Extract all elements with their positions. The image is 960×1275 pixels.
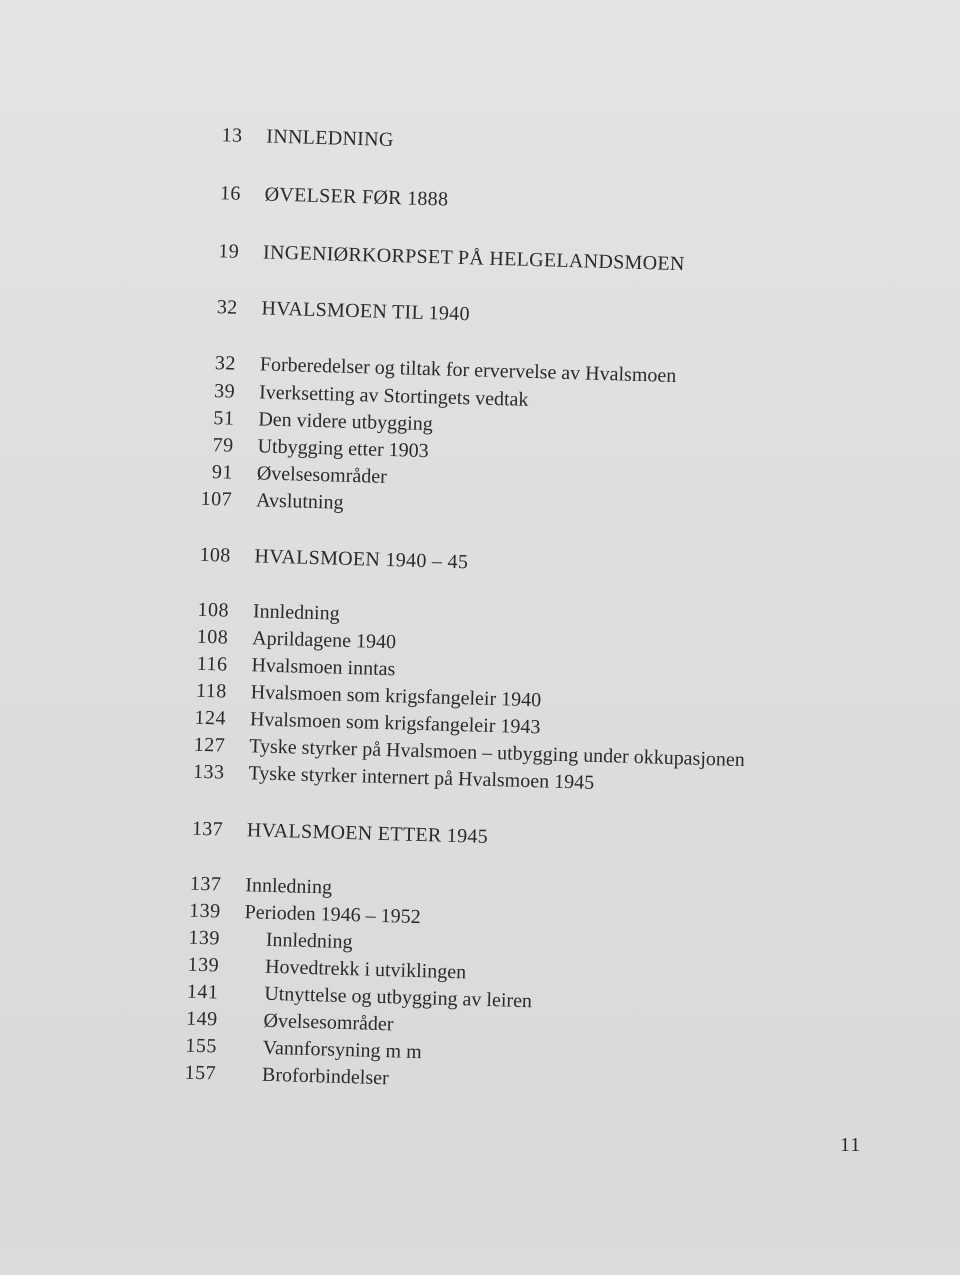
toc-page-number: 51: [213, 407, 235, 430]
toc-title: INGENIØRKORPSET PÅ HELGELANDSMOEN: [262, 241, 685, 276]
toc-title: Øvelsesområder: [256, 462, 388, 488]
toc-page-number: 137: [191, 817, 224, 841]
toc-page-number: 141: [186, 980, 219, 1004]
toc-page-number: 137: [189, 872, 222, 896]
toc-page-number: 108: [199, 543, 231, 567]
toc-heading: [146, 816, 489, 848]
toc-title: HVALSMOEN 1940 – 45: [254, 545, 469, 574]
toc-title: Forberedelser og tiltak for ervervelse av Hvalsmoen: [259, 353, 677, 388]
toc-title: Iverksetting av Stortingets vedtak: [258, 381, 529, 411]
toc-entry: [156, 487, 344, 515]
toc-entry: [145, 871, 333, 899]
toc-title: Hvalsmoen som krigsfangeleir 1940: [250, 681, 542, 712]
toc-title: Aprildagene 1940: [251, 627, 397, 654]
toc-title: HVALSMOEN TIL 1940: [261, 297, 471, 326]
toc-title: Avslutning: [255, 489, 344, 514]
toc-entry: [159, 379, 529, 411]
toc-entry-indented: [140, 1033, 422, 1064]
toc-entry-indented: [141, 1006, 394, 1036]
toc-page-number: 19: [218, 240, 240, 263]
toc-page-number: 91: [211, 461, 234, 484]
toc-page-number: 13: [221, 124, 243, 147]
toc-page-number: 155: [185, 1034, 218, 1058]
toc-heading: [161, 295, 471, 326]
toc-page-number: 79: [212, 434, 234, 457]
toc-entry: [148, 759, 595, 794]
toc-page-number: 39: [213, 380, 236, 403]
toc-title: Utbygging etter 1903: [257, 435, 429, 463]
toc-title: Tyske styrker på Hvalsmoen – utbygging under okkupasjonen: [248, 735, 746, 772]
toc-entry: [156, 460, 388, 488]
toc-title: ØVELSER FØR 1888: [264, 183, 449, 211]
toc-entry: [151, 651, 396, 681]
toc-page-number: 108: [197, 598, 230, 622]
toc-heading: [163, 239, 685, 276]
toc-heading: [166, 123, 394, 152]
toc-title: Vannforsyning m m: [262, 1036, 422, 1064]
toc-title: Den videre utbygging: [258, 408, 434, 436]
toc-title: Broforbindelser: [261, 1063, 389, 1090]
toc-page-number: 149: [185, 1007, 218, 1031]
toc-title: Innledning: [252, 600, 340, 625]
toc-entry: [153, 598, 340, 626]
toc-page-number: 139: [187, 953, 220, 977]
toc-entry: [158, 406, 434, 436]
toc-page-number: 32: [214, 352, 237, 375]
toc-title: Tyske styrker internert på Hvalsmoen 1945: [248, 762, 595, 794]
toc-title: Innledning: [265, 928, 353, 954]
toc-title: Innledning: [245, 874, 333, 899]
toc-title: Hvalsmoen som krigsfangeleir 1943: [249, 708, 541, 739]
toc-entry: [144, 898, 421, 929]
toc-heading: [154, 543, 469, 574]
toc-page-number: 124: [194, 706, 227, 730]
toc-page-number: 116: [196, 652, 228, 676]
toc-entry-indented: [143, 925, 353, 954]
toc-title: Utnyttelse og utbygging av leiren: [264, 982, 533, 1013]
toc-title: Hovedtrekk i utviklingen: [264, 955, 467, 984]
toc-title: HVALSMOEN ETTER 1945: [246, 819, 489, 848]
toc-page-number: 107: [200, 487, 233, 511]
toc-entry: [152, 625, 397, 654]
toc-entry-indented: [142, 979, 533, 1013]
toc-page-number: 133: [192, 760, 225, 784]
toc-page-number: 108: [196, 625, 229, 649]
toc-entry: [150, 705, 541, 739]
toc-heading: [164, 181, 449, 211]
toc-entry-indented: [143, 952, 467, 984]
toc-title: Perioden 1946 – 1952: [244, 901, 421, 929]
toc-page-number: 127: [193, 733, 226, 757]
toc-entry: [159, 351, 677, 388]
toc-page-number: 32: [216, 296, 238, 319]
toc-entry-indented: [140, 1060, 389, 1090]
toc-page-number: 139: [188, 926, 221, 950]
toc-entry: [157, 433, 429, 463]
page-number: 11: [840, 1134, 862, 1156]
toc-page-number: 157: [184, 1061, 217, 1085]
toc-page-number: 16: [219, 182, 241, 205]
toc-page-number: 118: [195, 679, 228, 703]
toc-title: Hvalsmoen inntas: [251, 654, 396, 681]
toc-page-number: 139: [188, 899, 221, 923]
toc-entry: [150, 678, 542, 712]
toc-title: Øvelsesområder: [263, 1009, 394, 1036]
toc-title: INNLEDNING: [265, 125, 394, 152]
